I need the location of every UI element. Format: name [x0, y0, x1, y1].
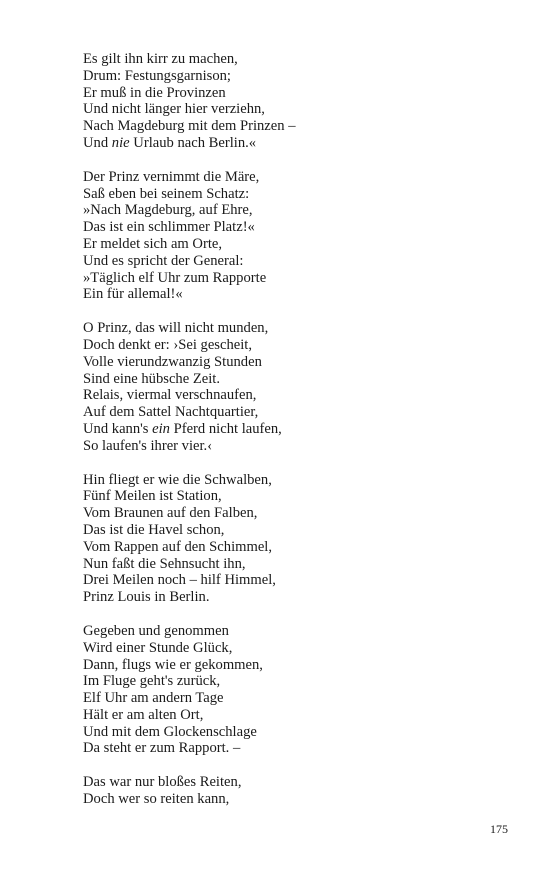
- verse-line: [83, 505, 503, 522]
- verse-line: [83, 740, 503, 757]
- verse-line: [83, 774, 503, 791]
- verse-line: [83, 202, 503, 219]
- line-text: »Nach Magdeburg, auf Ehre,: [83, 202, 253, 219]
- line-text: Sind eine hübsche Zeit.: [83, 370, 220, 387]
- line-text: O Prinz, das will nicht munden,: [83, 320, 269, 337]
- verse-line: [83, 253, 503, 270]
- stanza: [83, 623, 503, 757]
- verse-line: [83, 724, 503, 741]
- emphasized-word: nie: [111, 134, 130, 151]
- verse-line: [83, 68, 503, 85]
- line-text: Er meldet sich am Orte,: [83, 235, 222, 252]
- line-text: Das war nur bloßes Reiten,: [83, 774, 242, 791]
- line-text: Das ist ein schlimmer Platz!«: [83, 219, 255, 236]
- line-text: Das ist die Havel schon,: [83, 521, 225, 538]
- verse-line: [83, 791, 503, 808]
- verse-line: [83, 488, 503, 505]
- line-text: Elf Uhr am andern Tage: [83, 690, 224, 707]
- line-text: Der Prinz vernimmt die Märe,: [83, 168, 260, 185]
- verse-line: [83, 657, 503, 674]
- stanza: [83, 320, 503, 454]
- verse-line: [83, 354, 503, 371]
- line-text: Vom Rappen auf den Schimmel,: [83, 538, 273, 555]
- line-text: Und nicht länger hier verziehn,: [83, 101, 265, 118]
- line-text: Da steht er zum Rapport. –: [83, 740, 241, 757]
- verse-line: [83, 673, 503, 690]
- line-text: Drum: Festungsgarnison;: [83, 67, 231, 84]
- line-text: Und kann's: [83, 420, 153, 437]
- stanza: [83, 51, 503, 152]
- line-text: Es gilt ihn kirr zu machen,: [83, 51, 238, 67]
- verse-line: [83, 404, 503, 421]
- verse-line: [83, 169, 503, 186]
- verse-line: [83, 690, 503, 707]
- line-text: So laufen's ihrer vier.‹: [83, 437, 213, 454]
- verse-line: [83, 421, 503, 438]
- verse-line: [83, 438, 503, 455]
- line-text: Im Fluge geht's zurück,: [83, 673, 221, 690]
- line-text: Saß eben bei seinem Schatz:: [83, 185, 250, 202]
- emphasized-word: ein: [152, 420, 170, 437]
- line-text: »Täglich elf Uhr zum Rapporte: [83, 269, 267, 286]
- line-text: Und mit dem Glockenschlage: [83, 723, 257, 740]
- verse-line: [83, 707, 503, 724]
- line-text: Er muß in die Provinzen: [83, 84, 226, 101]
- verse-line: [83, 186, 503, 203]
- line-text: Prinz Louis in Berlin.: [83, 589, 210, 606]
- line-text: Volle vierundzwanzig Stunden: [83, 353, 262, 370]
- line-text: Und: [83, 134, 112, 151]
- verse-line: [83, 640, 503, 657]
- verse-line: [83, 236, 503, 253]
- verse-line: [83, 118, 503, 135]
- verse-line: [83, 371, 503, 388]
- verse-line: [83, 623, 503, 640]
- page-number: 175: [490, 822, 508, 836]
- line-text: Vom Braunen auf den Falben,: [83, 505, 258, 522]
- line-text: Ein für allemal!«: [83, 286, 183, 303]
- stanza: [83, 169, 503, 303]
- verse-line: [83, 522, 503, 539]
- line-text: Pferd nicht laufen,: [169, 420, 282, 437]
- verse-line: [83, 387, 503, 404]
- verse-line: [83, 472, 503, 489]
- stanza: [83, 774, 503, 808]
- line-text: Hält er am alten Ort,: [83, 706, 204, 723]
- verse-line: [83, 270, 503, 287]
- poem-text: [83, 51, 503, 825]
- verse-line: [83, 337, 503, 354]
- verse-line: [83, 135, 503, 152]
- line-text: Auf dem Sattel Nachtquartier,: [83, 404, 259, 421]
- line-text: Nun faßt die Sehnsucht ihn,: [83, 555, 246, 572]
- line-text: Doch denkt er: ›Sei gescheit,: [83, 336, 252, 353]
- verse-line: [83, 320, 503, 337]
- line-text: Drei Meilen noch – hilf Himmel,: [83, 572, 276, 589]
- verse-line: [83, 572, 503, 589]
- verse-line: [83, 85, 503, 102]
- line-text: Fünf Meilen ist Station,: [83, 488, 222, 505]
- verse-line: [83, 539, 503, 556]
- verse-line: [83, 589, 503, 606]
- verse-line: [83, 101, 503, 118]
- line-text: Doch wer so reiten kann,: [83, 791, 230, 808]
- line-text: Hin fliegt er wie die Schwalben,: [83, 471, 272, 488]
- line-text: Nach Magdeburg mit dem Prinzen –: [83, 118, 296, 135]
- line-text: Wird einer Stunde Glück,: [83, 639, 233, 656]
- verse-line: [83, 51, 503, 68]
- line-text: Gegeben und genommen: [83, 622, 229, 639]
- verse-line: [83, 286, 503, 303]
- verse-line: [83, 219, 503, 236]
- line-text: Dann, flugs wie er gekommen,: [83, 656, 263, 673]
- line-text: Urlaub nach Berlin.«: [129, 134, 257, 151]
- verse-line: [83, 556, 503, 573]
- line-text: Relais, viermal verschnaufen,: [83, 387, 257, 404]
- stanza: [83, 472, 503, 606]
- line-text: Und es spricht der General:: [83, 252, 244, 269]
